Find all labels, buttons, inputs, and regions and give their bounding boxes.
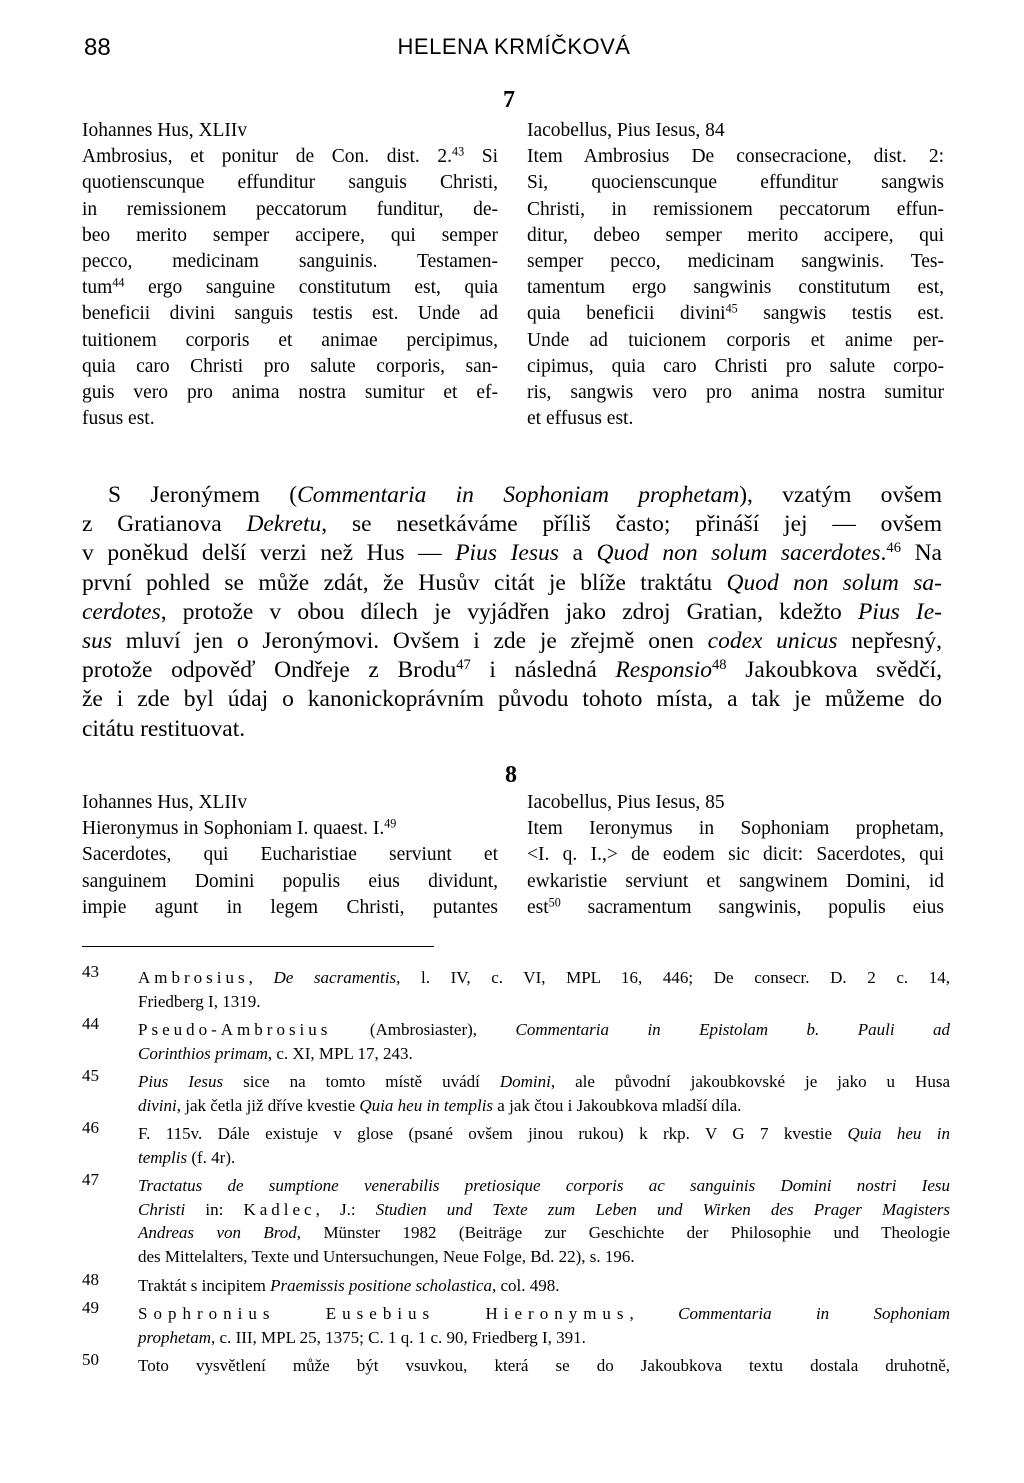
- section-number-7: 7: [503, 87, 515, 113]
- footnote-ref: 44: [112, 275, 125, 290]
- section-number-8: 8: [505, 762, 517, 788]
- text-line: tamentum ergo sangwinis constitutum est,: [527, 277, 944, 299]
- text-line: v poněkud delší verzi než Hus — Pius Iesus a Quod non solum sacerdotes.$^{46}$ Na: [82, 540, 942, 567]
- text-line: sanguinem Domini populis eius dividunt,: [82, 870, 498, 892]
- footnote-separator: [82, 946, 434, 947]
- footnote-number: 43: [82, 962, 99, 981]
- section8-right-column: [527, 790, 944, 921]
- footnote-number: 49: [82, 1298, 99, 1317]
- footnote-ref: 43: [452, 144, 465, 159]
- source-label: Iohannes Hus, XLIIv: [82, 120, 248, 141]
- text-line: Ambrosius, et ponitur de Con. dist. 2.43 Si: [82, 144, 499, 168]
- text-line: že i zde byl údaj o kanonickoprávním původu tohoto místa, a tak je můžeme do: [82, 686, 942, 713]
- text-line: guis vero pro anima nostra sumitur et ef-: [82, 382, 498, 404]
- text-line: tuitionem corporis et animae percipimus,: [82, 329, 498, 351]
- text-line: z Gratianova Dekretu, se nesetkáváme příliš často; přináší jej — ovšem: [82, 511, 942, 538]
- footnote-number: 50: [82, 1350, 99, 1369]
- text-line: ditur, debeo semper merito accipere, qui: [527, 224, 944, 246]
- footnote-46: 46 F. 115v. Dále existuje v glose (psané ovšem jinou rukou) k rkp. V G 7 kvestie Quia heu in templis (f. 4r).: [82, 1118, 950, 1167]
- source-label: Iohannes Hus, XLIIv: [82, 792, 248, 813]
- text-line: beneficii divini sanguis testis est. Unde ad: [82, 303, 498, 325]
- page-number: 88: [84, 34, 111, 61]
- text-line: citátu restituovat.: [82, 715, 246, 742]
- text-line: impie agunt in legem Christi, putantes: [82, 896, 498, 918]
- text-line: beo merito semper accipere, qui semper: [82, 224, 498, 246]
- footnote-ref: 47: [456, 657, 471, 674]
- page-header: [84, 34, 944, 62]
- text-line: cerdotes, protože v obou dílech je vyjádřen jako zdroj Gratian, kdežto Pius Ie-: [82, 598, 942, 625]
- footnote-45: 45 Pius Iesus sice na tomto místě uvádí Domini, ale původní jakoubkovské je jako u Husa divini, jak četla již dříve kvestie Quia heu in templis a jak čtou i Jakoubkova mladší díla.: [82, 1066, 950, 1115]
- footnote-ref: 45: [725, 301, 738, 316]
- text-line: Unde ad tuicionem corporis et anime per-: [527, 329, 944, 351]
- footnote-47: 47 Tractatus de sumptione venerabilis pretiosique corporis ac sanguinis Domini nostri Iesu Christi in: Kadlec, J.: Studien und Texte zum Leben und Wirken des Prager Magisters Andreas von Brod, Münster 1982 (Beiträge zur Geschichte der Philosophie und Theologie des Mittelalters, Texte und Untersuchungen, Neue Folge, Bd. 22), s. 196.: [82, 1170, 950, 1266]
- text-line: et effusus est.: [527, 408, 634, 430]
- text-line: semper pecco, medicinam sangwinis. Tes-: [527, 251, 944, 273]
- footnote-number: 48: [82, 1270, 99, 1289]
- text-line: ewkaristie serviunt et sangwinem Domini, id: [527, 870, 944, 892]
- footnote-ref: 49: [384, 816, 397, 831]
- section7-right-column: [527, 118, 944, 432]
- footnote-44: 44 Pseudo-Ambrosius (Ambrosiaster), Commentaria in Epistolam b. Pauli ad Corinthios primam, c. XI, MPL 17, 243.: [82, 1014, 950, 1063]
- section7-left-column: [82, 118, 498, 432]
- footnote-48: 48 Traktát s incipitem Praemissis positione scholastica, col. 498.: [82, 1270, 560, 1295]
- text-line: tum$^{44}$ ergo sanguine constitutum est, quia: [82, 275, 499, 299]
- footnote-ref: 46: [886, 540, 901, 557]
- text-line: est$^{50}$ sacramentum sangwinis, populis eius: [527, 895, 944, 918]
- text-line: Item Ieronymus in Sophoniam prophetam,: [527, 818, 944, 840]
- text-line: první pohled se může zdát, že Husův citát je blíže traktátu Quod non solum sa-: [82, 569, 942, 596]
- text-line: <I. q. I.,> de eodem sic dicit: Sacerdotes, qui: [527, 844, 944, 866]
- text-line: ris, sangwis vero pro anima nostra sumitur: [527, 382, 944, 404]
- footnote-50: 50 Toto vysvětlení může být vsuvkou, která se do Jakoubkova textu dostala druhotně,: [82, 1350, 950, 1375]
- text-line: pecco, medicinam sanguinis. Testamen-: [82, 251, 498, 273]
- footnote-ref: 48: [712, 657, 727, 674]
- footnote-49: 49 Sophronius Eusebius Hieronymus, Commentaria in Sophoniam prophetam, c. III, MPL 25, 1375; C. 1 q. 1 c. 90, Friedberg I, 391.: [82, 1298, 950, 1347]
- running-head: HELENA KRMÍČKOVÁ: [397, 34, 631, 59]
- text-line: sus mluví jen o Jeronýmovi. Ovšem i zde je zřejmě onen codex unicus nepřesný,: [82, 627, 942, 654]
- main-paragraph: [82, 481, 942, 744]
- text-line: Item Ambrosius De consecracione, dist. 2:: [527, 146, 944, 168]
- footnote-number: 46: [82, 1118, 99, 1137]
- text-line: protože odpověď Ondřeje z Brodu$^{47}$ i následná Responsio$^{48}$ Jakoubkova svědčí,: [82, 657, 942, 684]
- text-line: Sacerdotes, qui Eucharistiae serviunt et: [82, 844, 498, 866]
- source-label: Iacobellus, Pius Iesus, 84: [527, 120, 725, 141]
- section8-left-column: [82, 790, 498, 921]
- text-line: quia beneficii divini$^{45}$ sangwis testis est.: [527, 301, 944, 325]
- text-line: quotienscunque effunditur sanguis Christi,: [82, 172, 498, 194]
- footnote-number: 45: [82, 1066, 99, 1085]
- text-line: S Jeronýmem (Commentaria in Sophoniam prophetam), vzatým ovšem: [108, 482, 942, 508]
- text-line: quia caro Christi pro salute corporis, san-: [82, 355, 498, 377]
- text-line: Christi, in remissionem peccatorum effun-: [527, 198, 944, 220]
- text-line: in remissionem peccatorum funditur, de-: [82, 198, 498, 220]
- footnote-number: 47: [82, 1170, 99, 1189]
- text-line: Si, quocienscunque effunditur sangwis: [527, 172, 944, 194]
- footnote-43: 43 Ambrosius, De sacramentis, l. IV, c. VI, MPL 16, 446; De consecr. D. 2 c. 14, Friedberg I, 1319.: [82, 962, 951, 1011]
- source-label: Iacobellus, Pius Iesus, 85: [527, 792, 725, 813]
- footnote-ref: 50: [548, 895, 561, 910]
- text-line: fusus est.: [82, 408, 155, 430]
- text-line: Hieronymus in Sophoniam I. quaest. I.$^{49}$: [82, 816, 397, 840]
- text-line: cipimus, quia caro Christi pro salute corpo-: [527, 355, 944, 377]
- footnote-number: 44: [82, 1014, 99, 1033]
